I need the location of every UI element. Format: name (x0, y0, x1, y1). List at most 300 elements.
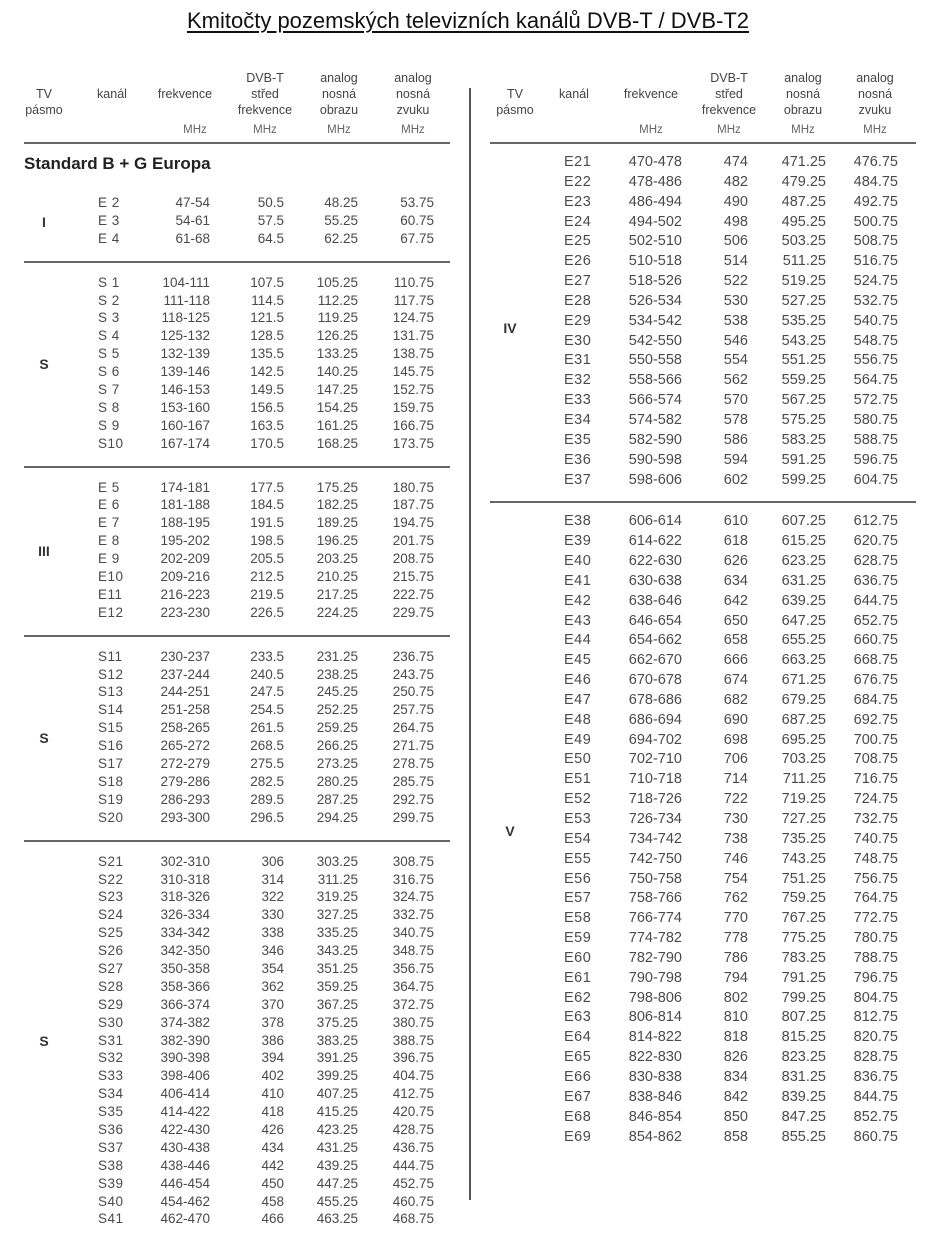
audio-carrier-cell: 299.75 (392, 809, 434, 825)
unit-label: MHz (183, 124, 207, 136)
table-row (24, 1194, 450, 1212)
frequency-cell: 195-202 (160, 533, 210, 549)
channel-cell: S22 (98, 871, 124, 887)
audio-carrier-cell: 684.75 (853, 691, 898, 708)
video-carrier-cell: 407.25 (316, 1086, 358, 1102)
channel-cell: E34 (564, 411, 592, 428)
header-audio-carrier: analog nosná zvuku (394, 71, 432, 117)
dvbt-center-cell: 594 (723, 451, 748, 468)
header-channel: kanál (97, 87, 127, 101)
video-carrier-cell: 775.25 (781, 930, 826, 947)
table-row (490, 1029, 916, 1049)
dvbt-center-cell: 770 (723, 910, 748, 927)
dvbt-center-cell: 682 (723, 691, 748, 708)
audio-carrier-cell: 124.75 (392, 310, 434, 326)
table-row (24, 702, 450, 720)
audio-carrier-cell: 356.75 (392, 960, 434, 976)
dvbt-center-cell: 826 (723, 1049, 748, 1066)
channel-cell: E26 (564, 253, 592, 270)
video-carrier-cell: 591.25 (781, 451, 826, 468)
dvbt-center-cell: 289.5 (250, 791, 284, 807)
channel-cell: E55 (564, 850, 592, 867)
frequency-cell: 118-125 (161, 310, 210, 326)
band-group (24, 263, 450, 466)
audio-carrier-cell: 580.75 (853, 411, 898, 428)
channel-cell: E46 (564, 672, 592, 689)
table-row (24, 1158, 450, 1176)
table-row (24, 792, 450, 810)
frequency-cell: 209-216 (160, 569, 210, 585)
video-carrier-cell: 575.25 (781, 411, 826, 428)
dvbt-center-cell: 690 (723, 711, 748, 728)
table-row (24, 997, 450, 1015)
audio-carrier-cell: 436.75 (392, 1139, 434, 1155)
frequency-cell: 251-258 (160, 702, 210, 718)
dvbt-center-cell: 314 (261, 871, 284, 887)
video-carrier-cell: 375.25 (316, 1014, 358, 1030)
video-carrier-cell: 224.25 (316, 604, 358, 620)
channel-cell: E42 (564, 592, 592, 609)
table-row (490, 890, 916, 910)
dvbt-center-cell: 786 (723, 949, 748, 966)
frequency-cell: 104-111 (162, 274, 210, 290)
video-carrier-cell: 112.25 (317, 292, 358, 308)
audio-carrier-cell: 285.75 (392, 773, 434, 789)
channel-cell: E10 (98, 569, 124, 585)
unit-label: MHz (327, 124, 351, 136)
frequency-cell: 702-710 (628, 751, 682, 768)
table-row (490, 1129, 916, 1149)
dvbt-center-cell: 818 (723, 1029, 748, 1046)
video-carrier-cell: 487.25 (781, 193, 826, 210)
frequency-cell: 646-654 (628, 612, 682, 629)
dvbt-center-cell: 602 (723, 471, 748, 488)
frequency-cell: 326-334 (160, 907, 210, 923)
table-row (24, 1033, 450, 1051)
unit-label: MHz (717, 124, 741, 136)
header-channel: kanál (559, 87, 589, 101)
audio-carrier-cell: 278.75 (392, 756, 434, 772)
dvbt-center-cell: 254.5 (250, 702, 284, 718)
video-carrier-cell: 463.25 (316, 1211, 358, 1227)
frequency-cell: 718-726 (628, 791, 682, 808)
channel-cell: S21 (98, 853, 124, 869)
table-row (490, 412, 916, 432)
channel-cell: S39 (98, 1175, 124, 1191)
video-carrier-cell: 161.25 (316, 417, 358, 433)
audio-carrier-cell: 700.75 (853, 731, 898, 748)
channel-cell: E53 (564, 811, 592, 827)
channel-cell: E64 (564, 1029, 592, 1046)
audio-carrier-cell: 772.75 (853, 910, 898, 927)
table-row (490, 712, 916, 732)
table-row (24, 720, 450, 738)
table-row (24, 872, 450, 890)
dvbt-center-cell: 177.5 (250, 479, 284, 495)
video-carrier-cell: 695.25 (781, 731, 826, 748)
channel-cell: E28 (564, 292, 592, 309)
dvbt-center-cell: 212.5 (250, 569, 284, 585)
dvbt-center-cell: 490 (723, 193, 748, 210)
audio-carrier-cell: 428.75 (392, 1121, 434, 1137)
dvbt-center-cell: 610 (723, 513, 748, 530)
left-table-body (24, 183, 450, 1241)
video-carrier-cell: 203.25 (316, 551, 358, 567)
audio-carrier-cell: 187.75 (392, 497, 434, 513)
table-row (490, 573, 916, 593)
table-row (490, 553, 916, 573)
video-carrier-cell: 351.25 (316, 960, 358, 976)
table-row (490, 593, 916, 613)
audio-carrier-cell: 652.75 (853, 612, 898, 629)
channel-cell: S19 (98, 791, 124, 807)
audio-carrier-cell: 194.75 (392, 515, 434, 531)
dvbt-center-cell: 64.5 (257, 230, 284, 246)
audio-carrier-cell: 348.75 (392, 943, 434, 959)
channel-cell: E47 (564, 691, 592, 708)
audio-carrier-cell: 692.75 (853, 711, 898, 728)
table-row (24, 382, 450, 400)
frequency-cell: 526-534 (628, 292, 682, 309)
channel-cell: E 4 (98, 230, 120, 246)
frequency-cell: 462-470 (160, 1211, 210, 1227)
dvbt-center-cell: 261.5 (250, 720, 284, 736)
audio-carrier-cell: 572.75 (853, 392, 898, 409)
video-carrier-cell: 495.25 (781, 213, 826, 230)
audio-carrier-cell: 540.75 (853, 312, 898, 329)
table-row (24, 943, 450, 961)
channel-cell: E 7 (98, 515, 120, 531)
channel-cell: E49 (564, 731, 592, 748)
audio-carrier-cell: 264.75 (392, 720, 434, 736)
audio-carrier-cell: 215.75 (392, 569, 434, 585)
frequency-cell: 726-734 (628, 811, 682, 827)
video-carrier-cell: 703.25 (781, 751, 826, 768)
table-row (24, 436, 450, 454)
video-carrier-cell: 431.25 (316, 1139, 358, 1155)
video-carrier-cell: 182.25 (316, 497, 358, 513)
dvbt-center-cell: 240.5 (250, 666, 284, 682)
frequency-cell: 293-300 (160, 809, 210, 825)
video-carrier-cell: 294.25 (316, 809, 358, 825)
frequency-cell: 54-61 (175, 212, 210, 228)
table-row (24, 774, 450, 792)
video-carrier-cell: 471.25 (781, 154, 826, 170)
channel-cell: E11 (98, 586, 123, 602)
audio-carrier-cell: 668.75 (853, 652, 898, 669)
channel-cell: E66 (564, 1068, 592, 1085)
audio-carrier-cell: 500.75 (853, 213, 898, 230)
channel-cell: E69 (564, 1128, 592, 1145)
audio-carrier-cell: 716.75 (853, 771, 898, 788)
video-carrier-cell: 727.25 (781, 811, 826, 827)
channel-cell: S23 (98, 889, 124, 905)
table-row (490, 910, 916, 930)
video-carrier-cell: 383.25 (316, 1032, 358, 1048)
video-carrier-cell: 847.25 (781, 1108, 826, 1125)
video-carrier-cell: 105.25 (316, 274, 358, 290)
video-carrier-cell: 583.25 (781, 431, 826, 448)
dvbt-center-cell: 554 (723, 352, 748, 369)
table-row (490, 194, 916, 214)
channel-cell: S37 (98, 1139, 124, 1155)
audio-carrier-cell: 732.75 (853, 811, 898, 827)
frequency-cell: 566-574 (628, 392, 682, 409)
audio-carrier-cell: 556.75 (853, 352, 898, 369)
channel-cell: E56 (564, 870, 592, 887)
dvbt-center-cell: 730 (723, 811, 748, 827)
audio-carrier-cell: 740.75 (853, 830, 898, 847)
table-row (490, 791, 916, 811)
unit-label: MHz (791, 124, 815, 136)
dvbt-center-cell: 107.5 (250, 274, 284, 290)
frequency-cell: 414-422 (160, 1104, 210, 1120)
dvbt-center-cell: 466 (261, 1211, 284, 1227)
dvbt-center-cell: 402 (261, 1068, 284, 1084)
channel-cell: E43 (564, 612, 592, 629)
video-carrier-cell: 311.25 (317, 871, 358, 887)
dvbt-center-cell: 247.5 (250, 684, 284, 700)
audio-carrier-cell: 788.75 (853, 949, 898, 966)
video-carrier-cell: 527.25 (781, 292, 826, 309)
table-row (24, 854, 450, 872)
video-carrier-cell: 147.25 (316, 382, 358, 398)
audio-carrier-cell: 159.75 (392, 399, 434, 415)
column-divider (469, 88, 471, 1200)
table-row (24, 551, 450, 569)
table-row (24, 1104, 450, 1122)
table-row (24, 667, 450, 685)
frequency-cell: 188-195 (160, 515, 210, 531)
frequency-cell: 446-454 (160, 1175, 210, 1191)
table-row (24, 889, 450, 907)
table-row (24, 533, 450, 551)
audio-carrier-cell: 316.75 (392, 871, 434, 887)
video-carrier-cell: 168.25 (316, 435, 358, 451)
table-row (24, 213, 450, 231)
frequency-cell: 774-782 (628, 930, 682, 947)
audio-carrier-cell: 404.75 (392, 1068, 434, 1084)
frequency-cell: 132-139 (160, 346, 210, 362)
audio-carrier-cell: 708.75 (853, 751, 898, 768)
frequency-cell: 574-582 (628, 411, 682, 428)
audio-carrier-cell: 229.75 (392, 604, 434, 620)
dvbt-center-cell: 570 (723, 392, 748, 409)
dvbt-center-cell: 802 (723, 989, 748, 1006)
band-label: S (39, 356, 49, 373)
audio-carrier-cell: 524.75 (853, 273, 898, 290)
video-carrier-cell: 231.25 (316, 648, 358, 664)
header-frequency: frekvence (157, 87, 213, 101)
audio-carrier-cell: 756.75 (853, 870, 898, 887)
audio-carrier-cell: 812.75 (853, 1009, 898, 1026)
unit-label: MHz (253, 124, 277, 136)
channel-cell: E61 (564, 969, 592, 986)
channel-cell: S31 (98, 1032, 124, 1048)
table-row (490, 1089, 916, 1109)
video-carrier-cell: 319.25 (316, 889, 358, 905)
audio-carrier-cell: 612.75 (853, 513, 898, 530)
audio-carrier-cell: 804.75 (853, 989, 898, 1006)
table-row (24, 587, 450, 605)
channel-cell: E29 (564, 312, 592, 329)
audio-carrier-cell: 588.75 (853, 431, 898, 448)
table-row (24, 400, 450, 418)
dvbt-center-cell: 722 (723, 791, 748, 808)
table-row (490, 452, 916, 472)
frequency-cell: 582-590 (628, 431, 682, 448)
video-carrier-cell: 343.25 (316, 943, 358, 959)
channel-cell: E68 (564, 1108, 592, 1125)
video-carrier-cell: 189.25 (316, 515, 358, 531)
header-frequency: frekvence (623, 87, 679, 101)
table-row (490, 692, 916, 712)
audio-carrier-cell: 820.75 (853, 1029, 898, 1046)
video-carrier-cell: 647.25 (781, 612, 826, 629)
frequency-cell: 310-318 (160, 871, 210, 887)
channel-cell: S 3 (98, 310, 120, 326)
video-carrier-cell: 62.25 (324, 230, 358, 246)
frequency-cell: 342-350 (160, 943, 210, 959)
dvbt-center-cell: 698 (723, 731, 748, 748)
channel-cell: E63 (564, 1009, 592, 1026)
video-carrier-cell: 119.25 (317, 310, 358, 326)
table-row (490, 154, 916, 174)
band-group (24, 183, 450, 261)
audio-carrier-cell: 117.75 (393, 292, 434, 308)
frequency-cell: 614-622 (628, 533, 682, 550)
channel-cell: E59 (564, 930, 592, 947)
header-dvbt-center: DVB-T střed frekvence (237, 71, 293, 117)
video-carrier-cell: 455.25 (316, 1193, 358, 1209)
dvbt-center-cell: 850 (723, 1108, 748, 1125)
frequency-cell: 398-406 (160, 1068, 210, 1084)
channel-cell: E30 (564, 332, 592, 349)
frequency-cell: 167-174 (160, 435, 210, 451)
video-carrier-cell: 543.25 (781, 332, 826, 349)
table-row (490, 990, 916, 1010)
frequency-cell: 153-160 (160, 399, 210, 415)
table-row (24, 480, 450, 498)
table-row (24, 310, 450, 328)
channel-cell: E67 (564, 1088, 592, 1105)
frequency-cell: 486-494 (628, 193, 682, 210)
video-carrier-cell: 655.25 (781, 632, 826, 649)
audio-carrier-cell: 145.75 (392, 364, 434, 380)
video-carrier-cell: 815.25 (781, 1029, 826, 1046)
frequency-cell: 542-550 (628, 332, 682, 349)
dvbt-center-cell: 738 (723, 830, 748, 847)
table-row (490, 771, 916, 791)
channel-cell: E32 (564, 372, 592, 389)
frequency-cell: 216-223 (160, 586, 210, 602)
video-carrier-cell: 133.25 (316, 346, 358, 362)
frequency-cell: 47-54 (175, 195, 210, 210)
video-carrier-cell: 615.25 (781, 533, 826, 550)
frequency-cell: 230-237 (160, 648, 210, 664)
channel-cell: E37 (564, 471, 592, 488)
table-row (490, 313, 916, 333)
dvbt-center-cell: 378 (261, 1014, 284, 1030)
channel-cell: E21 (564, 154, 592, 170)
audio-carrier-cell: 222.75 (392, 586, 434, 602)
dvbt-center-cell: 586 (723, 431, 748, 448)
frequency-cell: 662-670 (628, 652, 682, 669)
audio-carrier-cell: 396.75 (392, 1050, 434, 1066)
table-row (24, 418, 450, 436)
video-carrier-cell: 266.25 (316, 738, 358, 754)
right-column (490, 70, 916, 1158)
frequency-cell: 318-326 (160, 889, 210, 905)
band-label: S (39, 1033, 49, 1050)
frequency-cell: 244-251 (160, 684, 210, 700)
channel-cell: S 7 (98, 382, 120, 398)
header-audio-carrier: analog nosná zvuku (856, 71, 894, 117)
table-row (24, 1015, 450, 1033)
video-carrier-cell: 855.25 (781, 1128, 826, 1145)
video-carrier-cell: 479.25 (781, 173, 826, 190)
dvbt-center-cell: 714 (723, 771, 748, 788)
audio-carrier-cell: 508.75 (853, 233, 898, 250)
audio-carrier-cell: 724.75 (853, 791, 898, 808)
channel-cell: S16 (98, 738, 124, 754)
video-carrier-cell: 735.25 (781, 830, 826, 847)
frequency-cell: 678-686 (628, 691, 682, 708)
video-carrier-cell: 175.25 (316, 479, 358, 495)
dvbt-center-cell: 282.5 (250, 773, 284, 789)
frequency-cell: 686-694 (628, 711, 682, 728)
audio-carrier-cell: 676.75 (853, 672, 898, 689)
video-carrier-cell: 259.25 (316, 720, 358, 736)
channel-cell: S26 (98, 943, 124, 959)
video-carrier-cell: 743.25 (781, 850, 826, 867)
table-row (490, 672, 916, 692)
frequency-cell: 742-750 (628, 850, 682, 867)
channel-cell: S18 (98, 773, 124, 789)
table-row (24, 684, 450, 702)
audio-carrier-cell: 644.75 (853, 592, 898, 609)
dvbt-center-cell: 834 (723, 1068, 748, 1085)
dvbt-center-cell: 634 (723, 572, 748, 589)
dvbt-center-cell: 762 (723, 890, 748, 907)
dvbt-center-cell: 418 (261, 1104, 284, 1120)
frequency-cell: 279-286 (160, 773, 210, 789)
band-group (490, 154, 916, 501)
dvbt-center-cell: 754 (723, 870, 748, 887)
channel-cell: S 6 (98, 364, 120, 380)
channel-cell: S 8 (98, 399, 120, 415)
video-carrier-cell: 783.25 (781, 949, 826, 966)
audio-carrier-cell: 420.75 (392, 1104, 434, 1120)
audio-carrier-cell: 476.75 (853, 154, 898, 170)
channel-cell: E60 (564, 949, 592, 966)
audio-carrier-cell: 364.75 (392, 978, 434, 994)
video-carrier-cell: 535.25 (781, 312, 826, 329)
audio-carrier-cell: 596.75 (853, 451, 898, 468)
frequency-cell: 854-862 (628, 1128, 682, 1145)
video-carrier-cell: 823.25 (781, 1049, 826, 1066)
frequency-cell: 550-558 (628, 352, 682, 369)
dvbt-center-cell: 135.5 (250, 346, 284, 362)
video-carrier-cell: 759.25 (781, 890, 826, 907)
table-row (24, 979, 450, 997)
frequency-cell: 830-838 (628, 1068, 682, 1085)
dvbt-center-cell: 275.5 (250, 756, 284, 772)
audio-carrier-cell: 324.75 (392, 889, 434, 905)
video-carrier-cell: 631.25 (781, 572, 826, 589)
frequency-cell: 406-414 (160, 1086, 210, 1102)
dvbt-center-cell: 626 (723, 553, 748, 570)
